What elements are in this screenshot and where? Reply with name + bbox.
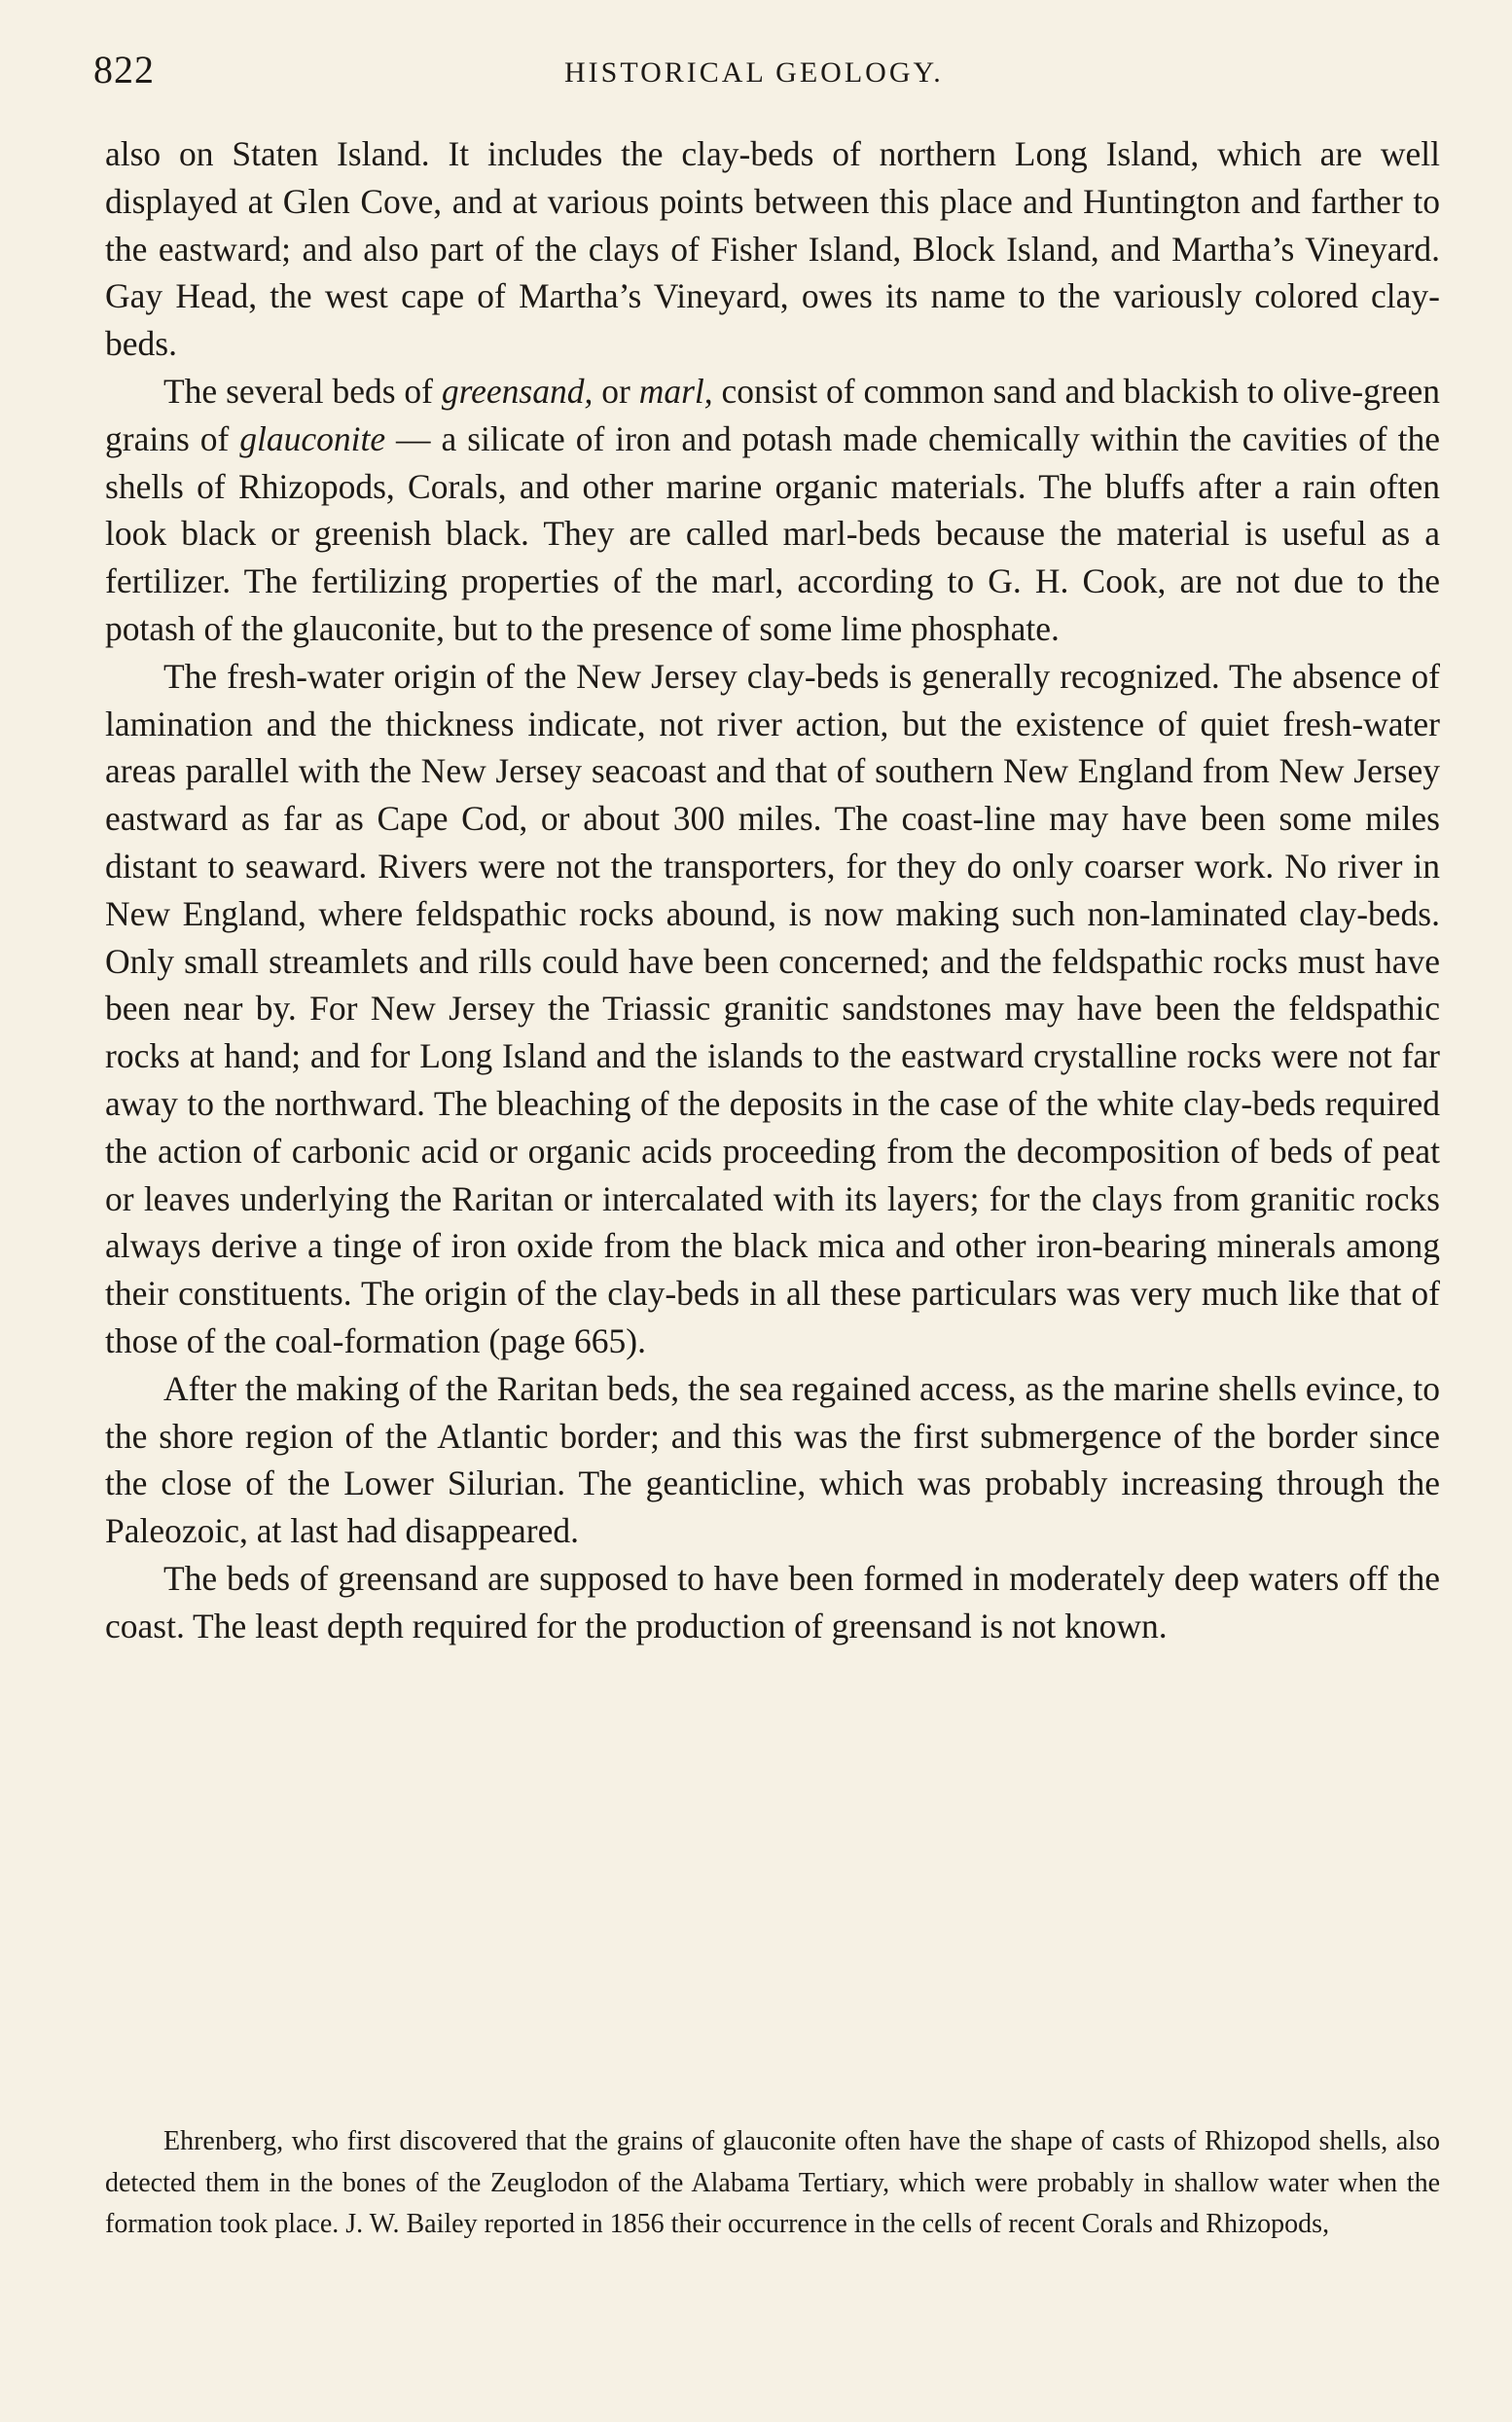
paragraph-2-text-b: or: [593, 371, 639, 411]
running-title: HISTORICAL GEOLOGY.: [564, 56, 944, 89]
main-text: [105, 130, 1440, 1650]
paragraph-2: [105, 368, 1440, 653]
paragraph-5: The beds of greensand are supposed to have been formed in moderately deep waters off the coast. The least depth required for the production of greensand is not known.: [105, 1558, 1440, 1645]
paragraph-2-text-c: consist of common sand and blackish to olive-green grains of: [105, 371, 1440, 458]
paragraph-3: The fresh-water origin of the New Jersey clay-beds is generally recognized. The absence of lamination and the thickness indicate, not river action, but the existence of quiet fresh-water areas parallel with the New Jersey seacoast and that of southern New England from New Jersey eastward as far as Cape Cod, or about 300 miles. The coast-line may have been some miles distant to seaward. Rivers were not the transporters, for they do only coarser work. No river in New England, where feldspathic rocks abound, is now making such non-laminated clay-beds. Only small streamlets and rills could have been concerned; and the feldspathic rocks must have been near by. For New Jersey the Triassic granitic sandstones may have been the feldspathic rocks at hand; and for Long Island and the islands to the eastward crystalline rocks were not far away to the northward. The bleaching of the deposits in the case of the white clay-beds required the action of carbonic acid or organic acids proceeding from the decomposition of beds of peat or leaves underlying the Raritan or intercalated with its layers; for the clays from granitic rocks always derive a tinge of iron oxide from the black mica and other iron-bearing minerals among their constituents. The origin of the clay-beds in all these particulars was very much like that of those of the coal-formation (page 665).: [105, 656, 1440, 1360]
paragraph-4: After the making of the Raritan beds, the sea regained access, as the marine shells evince, to the shore region of the Atlantic border; and this was the first submergence of the border since the close of the Lower Silurian. The geanticline, which was probably increasing through the Paleozoic, at last had disappeared.: [105, 1368, 1440, 1551]
term-marl: marl,: [638, 371, 713, 411]
running-head: [93, 47, 1436, 105]
footnote-text: Ehrenberg, who first discovered that the grains of glauconite often have the shape of casts of Rhizopod shells, also detected them in the bones of the Zeuglodon of the Alabama Tertiary, which were probably in shallow water when the formation took place. J. W. Bailey reported in 1856 their occurrence in the cells of recent Corals and Rhizopods,: [105, 2126, 1440, 2239]
footnote: [105, 2121, 1440, 2246]
paragraph-2-text-d: — a silicate of iron and potash made chemically within the cavities of the shells of Rhizopods, Corals, and other marine organic materials. The bluffs after a rain often look black or greenish black. They are called marl-beds because the material is useful as a fertilizer. The fertilizing properties of the marl, according to G. H. Cook, are not due to the potash of the glauconite, but to the presence of some lime phosphate.: [105, 418, 1440, 648]
term-glauconite: glauconite: [239, 418, 386, 458]
paragraph-1: also on Staten Island. It includes the clay-beds of northern Long Island, which are well displayed at Glen Cove, and at various points between this place and Huntington and farther to the eastward; and also part of the clays of Fisher Island, Block Island, and Martha’s Vineyard. Gay Head, the west cape of Martha’s Vineyard, owes its name to the variously colored clay-beds.: [105, 134, 1440, 364]
page-number: 822: [93, 48, 155, 91]
term-greensand: greensand,: [441, 371, 594, 411]
paragraph-2-text-a: The several beds of: [163, 371, 442, 411]
